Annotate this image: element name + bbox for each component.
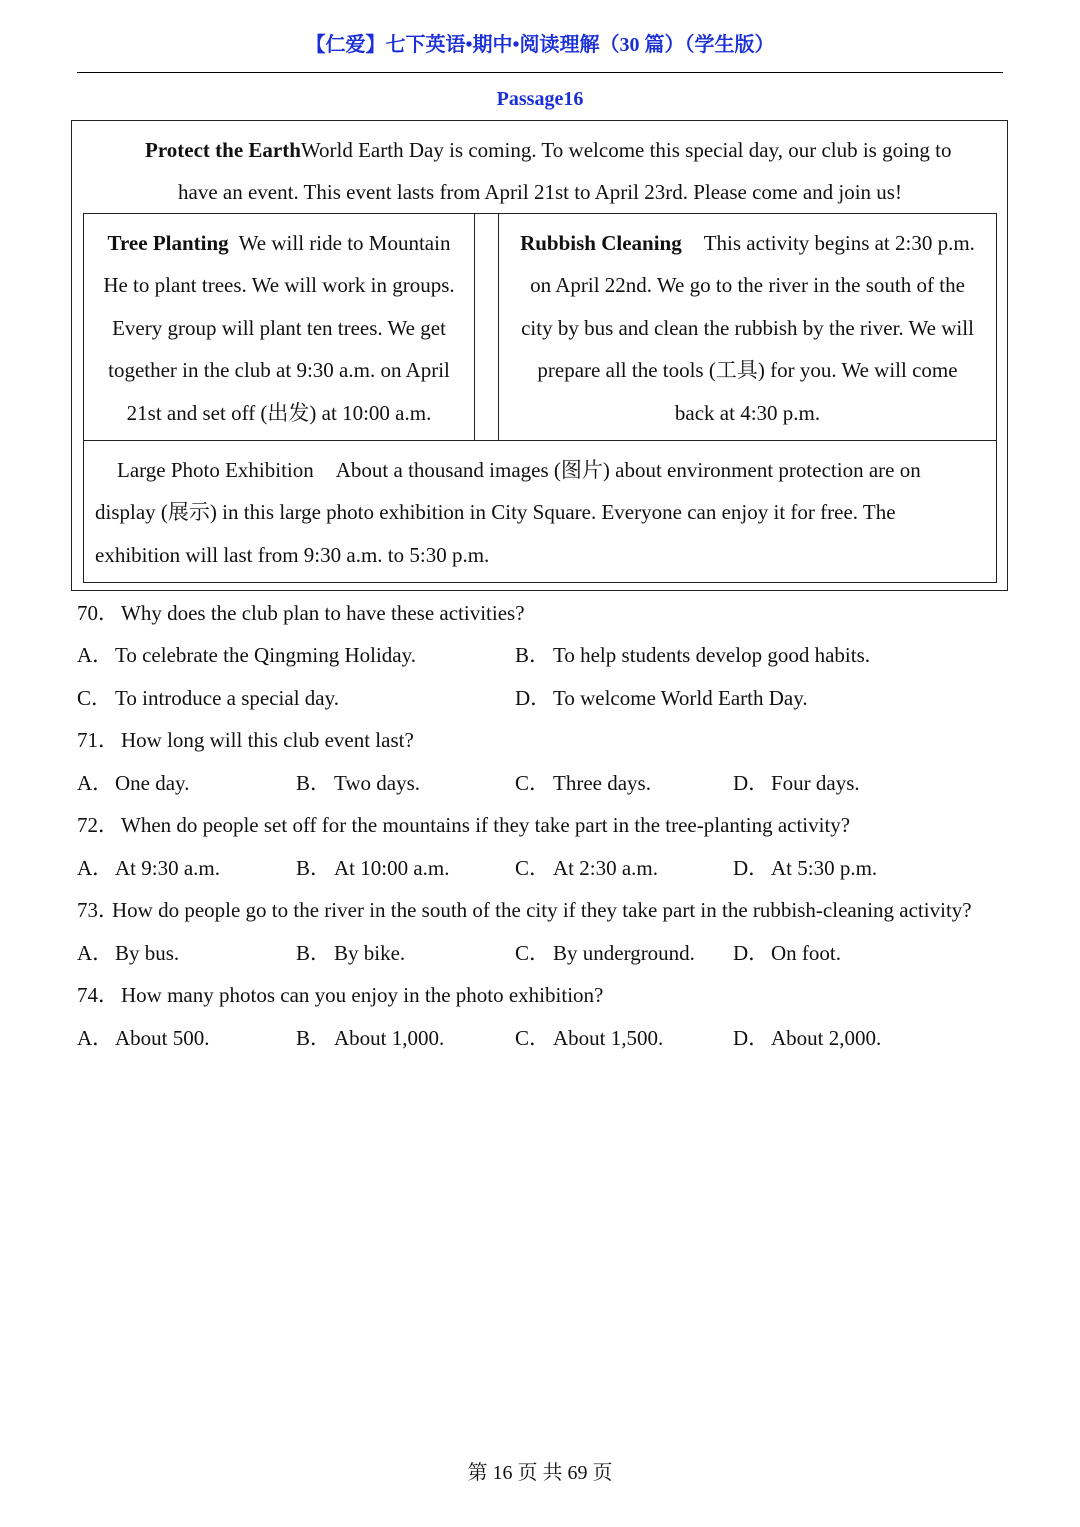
option-label: B．	[296, 770, 332, 795]
option-a	[77, 762, 189, 805]
question-73-options	[77, 932, 1017, 975]
question-74-options	[77, 1017, 1017, 1060]
option-text: Two days.	[334, 770, 421, 795]
tree-planting-heading: Tree Planting	[107, 230, 229, 255]
option-label: A．	[77, 643, 114, 668]
photo-exhibition-text: About a thousand images (图片) about environment protection are on	[335, 457, 921, 482]
question-text: How many photos can you enjoy in the photo exhibition?	[121, 983, 604, 1008]
photo-exhibition-line: exhibition will last from 9:30 a.m. to 5:30 p.m.	[95, 542, 490, 567]
question-70	[77, 592, 1017, 635]
rubbish-cleaning-line	[498, 222, 997, 265]
tree-planting-line: Every group will plant ten trees. We get	[112, 315, 446, 340]
question-text: When do people set off for the mountains if they take part in the tree-planting activity?	[121, 813, 851, 838]
option-c	[515, 1017, 663, 1060]
intro-line-1	[145, 129, 952, 172]
option-a	[77, 634, 416, 677]
option-label: C．	[515, 1025, 551, 1050]
option-label: A．	[77, 1025, 114, 1050]
question-text: How long will this club event last?	[121, 728, 414, 753]
option-label: C．	[515, 855, 551, 880]
question-70-options-row-1	[77, 634, 1017, 677]
option-text: Three days.	[553, 770, 651, 795]
option-text: To help students develop good habits.	[553, 643, 870, 668]
option-label: B．	[296, 855, 332, 880]
option-text: To introduce a special day.	[115, 685, 339, 710]
question-72	[77, 804, 1017, 847]
option-text: At 2:30 a.m.	[553, 855, 658, 880]
photo-exhibition-line: display (展示) in this large photo exhibition in City Square. Everyone can enjoy it for free. The	[95, 500, 896, 525]
option-text: At 10:00 a.m.	[334, 855, 450, 880]
option-text: One day.	[115, 770, 190, 795]
option-text: On foot.	[771, 940, 841, 965]
option-label: D．	[733, 855, 770, 880]
passage-title: Passage16	[496, 87, 584, 110]
option-c	[77, 677, 339, 720]
photo-exhibition-line	[117, 449, 921, 492]
option-text: About 1,000.	[334, 1025, 445, 1050]
option-label: B．	[296, 940, 332, 965]
option-label: D．	[733, 1025, 770, 1050]
question-number: 74．	[77, 983, 119, 1008]
option-text: By bike.	[334, 940, 406, 965]
question-number: 73．	[77, 898, 119, 923]
option-label: A．	[77, 940, 114, 965]
photo-exhibition-heading: Large Photo Exhibition	[117, 457, 314, 482]
tree-planting-line: He to plant trees. We will work in groups.	[103, 273, 455, 298]
header-divider	[77, 72, 1003, 73]
rubbish-cleaning-line: back at 4:30 p.m.	[674, 400, 821, 425]
option-label: A．	[77, 770, 114, 795]
document-header-title: 【仁爱】七下英语•期中•阅读理解（30 篇）（学生版）	[305, 34, 775, 56]
spacer-cell	[474, 213, 499, 441]
option-d	[733, 932, 841, 975]
option-text: About 1,500.	[553, 1025, 664, 1050]
option-d	[733, 1017, 881, 1060]
question-text: Why does the club plan to have these activities?	[121, 600, 525, 625]
question-number: 72．	[77, 813, 119, 838]
option-b	[296, 932, 405, 975]
question-73	[77, 889, 1017, 932]
option-label: D．	[515, 685, 552, 710]
option-label: B．	[515, 643, 551, 668]
intro-heading: Protect the Earth	[145, 137, 301, 162]
option-label: C．	[77, 685, 113, 710]
option-label: D．	[733, 770, 770, 795]
rubbish-cleaning-heading: Rubbish Cleaning	[520, 230, 682, 255]
option-label: C．	[515, 770, 551, 795]
question-number: 70．	[77, 600, 119, 625]
rubbish-cleaning-line: prepare all the tools (工具) for you. We will come	[537, 358, 958, 383]
tree-planting-line: 21st and set off (出发) at 10:00 a.m.	[126, 400, 432, 425]
question-70-options-row-2	[77, 677, 1017, 720]
option-a	[77, 847, 220, 890]
option-b	[515, 634, 870, 677]
option-c	[515, 847, 658, 890]
option-label: A．	[77, 855, 114, 880]
option-c	[515, 932, 695, 975]
question-72-options	[77, 847, 1017, 890]
question-71	[77, 719, 1017, 762]
option-text: By bus.	[115, 940, 180, 965]
tree-planting-line	[83, 222, 475, 265]
question-74	[77, 974, 1017, 1017]
question-number: 71．	[77, 728, 119, 753]
option-label: C．	[515, 940, 551, 965]
option-d	[515, 677, 808, 720]
option-text: To welcome World Earth Day.	[553, 685, 808, 710]
question-text: How do people go to the river in the south of the city if they take part in the rubbish-cleaning activity?	[112, 898, 972, 923]
option-b	[296, 1017, 444, 1060]
option-text: About 2,000.	[771, 1025, 882, 1050]
option-d	[733, 762, 860, 805]
option-text: Four days.	[771, 770, 860, 795]
option-label: B．	[296, 1025, 332, 1050]
tree-planting-line: together in the club at 9:30 a.m. on April	[108, 358, 450, 383]
page-number-footer: 第 16 页 共 69 页	[467, 1461, 613, 1484]
option-text: At 9:30 a.m.	[115, 855, 220, 880]
option-b	[296, 762, 420, 805]
question-71-options	[77, 762, 1017, 805]
rubbish-cleaning-line: on April 22nd. We go to the river in the south of the	[530, 273, 965, 298]
option-a	[77, 1017, 210, 1060]
option-c	[515, 762, 651, 805]
option-label: D．	[733, 940, 770, 965]
option-text: To celebrate the Qingming Holiday.	[115, 643, 416, 668]
option-text: About 500.	[115, 1025, 210, 1050]
intro-text-1: World Earth Day is coming. To welcome this special day, our club is going to	[300, 137, 952, 162]
option-b	[296, 847, 450, 890]
rubbish-cleaning-text: This activity begins at 2:30 p.m.	[703, 230, 975, 255]
option-a	[77, 932, 179, 975]
option-text: By underground.	[553, 940, 695, 965]
rubbish-cleaning-line: city by bus and clean the rubbish by the river. We will	[521, 315, 974, 340]
tree-planting-text: We will ride to Mountain	[238, 230, 451, 255]
option-d	[733, 847, 877, 890]
option-text: At 5:30 p.m.	[771, 855, 878, 880]
intro-line-2: have an event. This event lasts from April 21st to April 23rd. Please come and join us!	[178, 179, 902, 204]
